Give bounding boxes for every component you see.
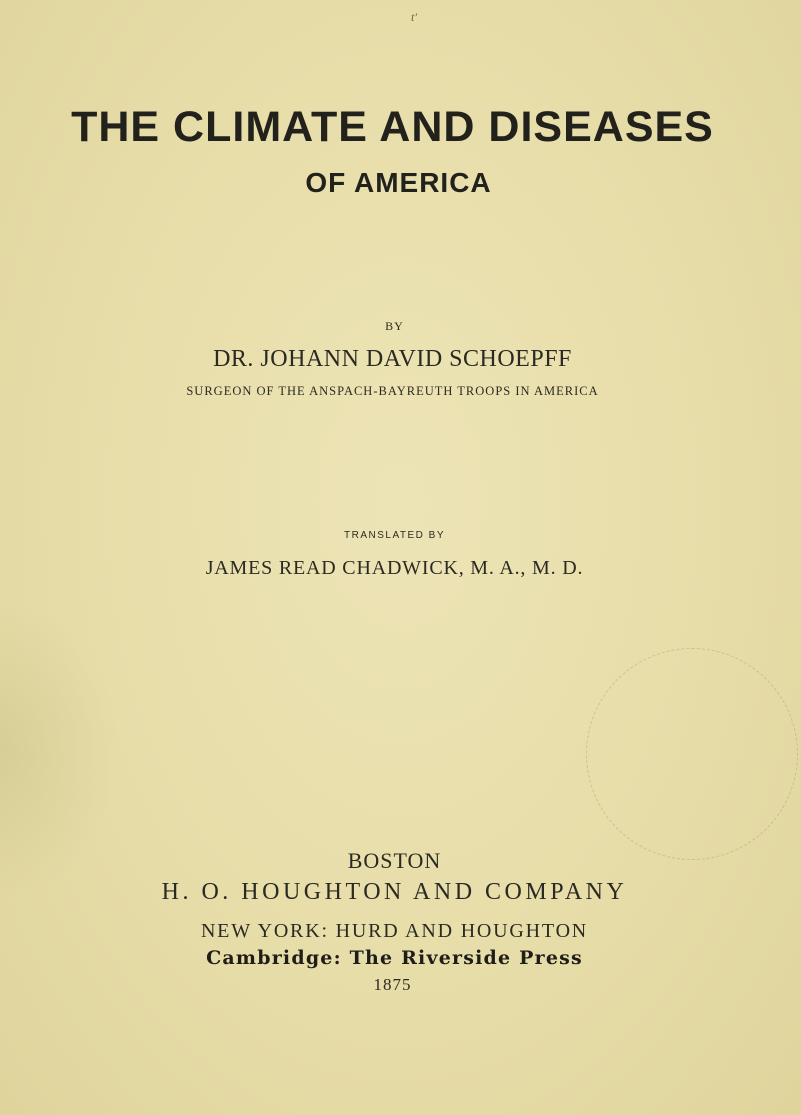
translator-name: JAMES READ CHADWICK, M. A., M. D. bbox=[205, 557, 584, 579]
paper-stain-ring bbox=[586, 648, 798, 860]
publisher-name: H. O. HOUGHTON AND COMPANY bbox=[161, 879, 628, 905]
co-publisher: NEW YORK: HURD AND HOUGHTON bbox=[200, 920, 589, 942]
author-role: SURGEON OF THE ANSPACH-BAYREUTH TROOPS IN AMERICA bbox=[186, 384, 599, 398]
book-subtitle: OF AMERICA bbox=[305, 167, 492, 198]
publication-city: BOSTON bbox=[347, 848, 442, 873]
translated-by-label: TRANSLATED BY bbox=[344, 530, 445, 541]
author-name: DR. JOHANN DAVID SCHOEPFF bbox=[213, 346, 572, 372]
by-label: BY bbox=[385, 319, 404, 333]
publication-year: 1875 bbox=[373, 975, 412, 994]
book-title: THE CLIMATE AND DISEASES bbox=[71, 103, 714, 151]
top-pencil-mark: t' bbox=[411, 10, 417, 24]
printer-imprint: Cambridge: The Riverside Press bbox=[206, 947, 583, 969]
